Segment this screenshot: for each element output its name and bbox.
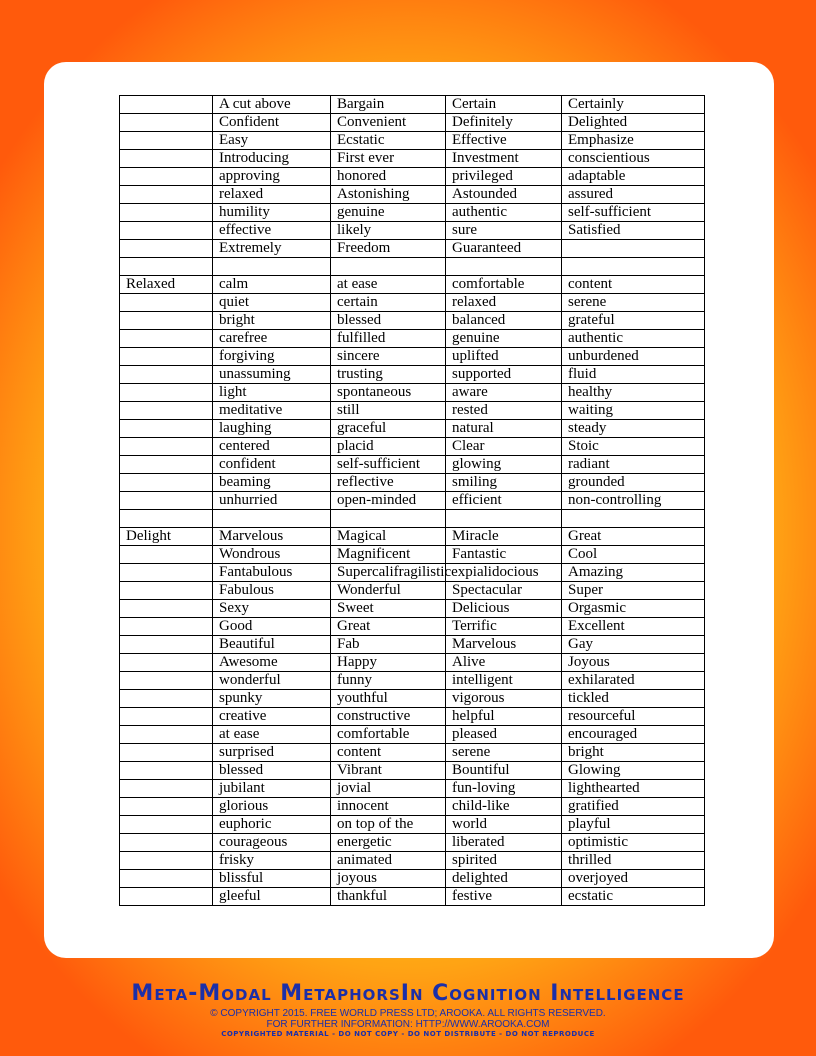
word-cell: blissful [213, 870, 331, 888]
word-cell: carefree [213, 330, 331, 348]
word-cell: Marvelous [213, 528, 331, 546]
word-cell: Gay [562, 636, 705, 654]
category-cell [120, 600, 213, 618]
table-row [120, 132, 705, 150]
word-cell: effective [213, 222, 331, 240]
word-cell: likely [331, 222, 446, 240]
word-cell: festive [446, 888, 562, 906]
word-cell: laughing [213, 420, 331, 438]
word-cell [331, 258, 446, 276]
word-cell: ecstatic [562, 888, 705, 906]
word-cell: centered [213, 438, 331, 456]
word-cell: exhilarated [562, 672, 705, 690]
word-cell: Magnificent [331, 546, 446, 564]
table-row [120, 636, 705, 654]
word-cell: Supercalifragilisticexpialidocious [331, 564, 446, 582]
word-cell: Good [213, 618, 331, 636]
word-cell: genuine [446, 330, 562, 348]
word-cell: tickled [562, 690, 705, 708]
word-cell [331, 510, 446, 528]
word-cell: liberated [446, 834, 562, 852]
category-cell: Relaxed [120, 276, 213, 294]
category-cell [120, 132, 213, 150]
category-cell [120, 780, 213, 798]
category-cell [120, 654, 213, 672]
word-cell [446, 258, 562, 276]
word-table [119, 95, 705, 906]
word-cell: Magical [331, 528, 446, 546]
word-cell: sincere [331, 348, 446, 366]
word-cell: Happy [331, 654, 446, 672]
word-cell: gratified [562, 798, 705, 816]
word-cell: optimistic [562, 834, 705, 852]
table-row [120, 258, 705, 276]
word-cell: vigorous [446, 690, 562, 708]
word-cell [446, 510, 562, 528]
table-row [120, 726, 705, 744]
category-cell [120, 456, 213, 474]
category-cell [120, 492, 213, 510]
word-cell: Definitely [446, 114, 562, 132]
word-cell: thankful [331, 888, 446, 906]
word-cell: certain [331, 294, 446, 312]
word-cell: Sexy [213, 600, 331, 618]
word-cell: constructive [331, 708, 446, 726]
word-cell: Orgasmic [562, 600, 705, 618]
word-cell: A cut above [213, 96, 331, 114]
word-cell: Fantabulous [213, 564, 331, 582]
table-row [120, 762, 705, 780]
word-cell: gleeful [213, 888, 331, 906]
word-cell: still [331, 402, 446, 420]
word-cell: Clear [446, 438, 562, 456]
word-cell [213, 258, 331, 276]
word-cell: Cool [562, 546, 705, 564]
table-row [120, 672, 705, 690]
word-cell [562, 240, 705, 258]
table-row [120, 492, 705, 510]
word-cell: serene [446, 744, 562, 762]
word-cell: intelligent [446, 672, 562, 690]
word-cell [562, 258, 705, 276]
word-cell: Astounded [446, 186, 562, 204]
word-cell: placid [331, 438, 446, 456]
word-cell: Certain [446, 96, 562, 114]
word-cell: Alive [446, 654, 562, 672]
table-row [120, 384, 705, 402]
word-cell: grateful [562, 312, 705, 330]
word-cell: forgiving [213, 348, 331, 366]
word-cell: Freedom [331, 240, 446, 258]
footer-info: FOR FURTHER INFORMATION: HTTP://WWW.AROOKA.COM [266, 1019, 550, 1030]
word-cell: Delighted [562, 114, 705, 132]
word-cell: comfortable [331, 726, 446, 744]
word-cell: fulfilled [331, 330, 446, 348]
word-cell: encouraged [562, 726, 705, 744]
word-cell: energetic [331, 834, 446, 852]
word-cell: Wondrous [213, 546, 331, 564]
word-cell: lighthearted [562, 780, 705, 798]
category-cell [120, 582, 213, 600]
table-row [120, 888, 705, 906]
category-cell [120, 258, 213, 276]
table-row [120, 780, 705, 798]
word-cell: quiet [213, 294, 331, 312]
word-cell: unassuming [213, 366, 331, 384]
table-row [120, 402, 705, 420]
table-row [120, 600, 705, 618]
word-cell: Spectacular [446, 582, 562, 600]
table-row [120, 834, 705, 852]
word-cell: helpful [446, 708, 562, 726]
table-row [120, 798, 705, 816]
word-cell: spunky [213, 690, 331, 708]
word-cell: overjoyed [562, 870, 705, 888]
word-cell: Delicious [446, 600, 562, 618]
category-cell [120, 150, 213, 168]
word-cell: open-minded [331, 492, 446, 510]
table-row [120, 294, 705, 312]
table-row [120, 546, 705, 564]
word-cell: Ecstatic [331, 132, 446, 150]
table-row [120, 510, 705, 528]
word-cell: bright [562, 744, 705, 762]
category-cell [120, 366, 213, 384]
word-cell: animated [331, 852, 446, 870]
category-cell [120, 888, 213, 906]
word-cell: approving [213, 168, 331, 186]
word-cell: efficient [446, 492, 562, 510]
word-cell: at ease [213, 726, 331, 744]
table-row [120, 438, 705, 456]
word-cell: content [331, 744, 446, 762]
category-cell [120, 744, 213, 762]
word-cell: calm [213, 276, 331, 294]
word-cell: delighted [446, 870, 562, 888]
word-cell: natural [446, 420, 562, 438]
word-cell: Introducing [213, 150, 331, 168]
word-cell: grounded [562, 474, 705, 492]
word-cell: Glowing [562, 762, 705, 780]
word-cell: assured [562, 186, 705, 204]
word-cell: Easy [213, 132, 331, 150]
word-cell: honored [331, 168, 446, 186]
table-row [120, 96, 705, 114]
word-cell: pleased [446, 726, 562, 744]
table-row [120, 852, 705, 870]
word-table-body [120, 96, 705, 906]
word-cell: spontaneous [331, 384, 446, 402]
table-row [120, 168, 705, 186]
word-cell: supported [446, 366, 562, 384]
word-cell: creative [213, 708, 331, 726]
word-cell: conscientious [562, 150, 705, 168]
category-cell [120, 204, 213, 222]
footer-title: Meta-Modal MetaphorsIn Cognition Intelligence [131, 981, 685, 1006]
word-cell: blessed [213, 762, 331, 780]
word-cell: serene [562, 294, 705, 312]
word-cell: Beautiful [213, 636, 331, 654]
table-row [120, 708, 705, 726]
word-cell: Confident [213, 114, 331, 132]
category-cell [120, 474, 213, 492]
word-cell: wonderful [213, 672, 331, 690]
word-cell: beaming [213, 474, 331, 492]
category-cell [120, 564, 213, 582]
word-cell: adaptable [562, 168, 705, 186]
table-row [120, 186, 705, 204]
word-cell: privileged [446, 168, 562, 186]
word-cell: jovial [331, 780, 446, 798]
word-cell: spirited [446, 852, 562, 870]
category-cell [120, 690, 213, 708]
word-cell: authentic [562, 330, 705, 348]
word-cell: Investment [446, 150, 562, 168]
category-cell [120, 186, 213, 204]
word-cell: joyous [331, 870, 446, 888]
word-cell: waiting [562, 402, 705, 420]
word-cell: frisky [213, 852, 331, 870]
word-cell: child-like [446, 798, 562, 816]
category-cell [120, 438, 213, 456]
table-row [120, 114, 705, 132]
word-cell: humility [213, 204, 331, 222]
word-cell: courageous [213, 834, 331, 852]
word-cell: Wonderful [331, 582, 446, 600]
word-cell: sure [446, 222, 562, 240]
word-cell: Amazing [562, 564, 705, 582]
content-card [44, 62, 774, 958]
word-cell: surprised [213, 744, 331, 762]
table-row [120, 348, 705, 366]
word-cell: Joyous [562, 654, 705, 672]
word-cell: Awesome [213, 654, 331, 672]
table-row [120, 222, 705, 240]
category-cell [120, 708, 213, 726]
word-cell: confident [213, 456, 331, 474]
category-cell [120, 348, 213, 366]
category-cell [120, 636, 213, 654]
table-row [120, 564, 705, 582]
word-cell: world [446, 816, 562, 834]
word-cell: Bountiful [446, 762, 562, 780]
word-cell: light [213, 384, 331, 402]
word-cell: First ever [331, 150, 446, 168]
table-row [120, 744, 705, 762]
word-cell: Certainly [562, 96, 705, 114]
word-cell: Stoic [562, 438, 705, 456]
category-cell [120, 420, 213, 438]
category-cell [120, 114, 213, 132]
word-cell: glowing [446, 456, 562, 474]
category-cell [120, 618, 213, 636]
word-cell: Astonishing [331, 186, 446, 204]
category-cell [120, 852, 213, 870]
category-cell [120, 402, 213, 420]
word-cell: Bargain [331, 96, 446, 114]
table-row [120, 312, 705, 330]
word-cell: euphoric [213, 816, 331, 834]
word-cell: innocent [331, 798, 446, 816]
category-cell [120, 330, 213, 348]
word-cell: healthy [562, 384, 705, 402]
word-cell: smiling [446, 474, 562, 492]
table-row [120, 582, 705, 600]
category-cell [120, 168, 213, 186]
word-cell: funny [331, 672, 446, 690]
word-cell: Satisfied [562, 222, 705, 240]
word-cell: blessed [331, 312, 446, 330]
word-cell: playful [562, 816, 705, 834]
table-row [120, 204, 705, 222]
category-cell [120, 870, 213, 888]
category-cell: Delight [120, 528, 213, 546]
word-cell: jubilant [213, 780, 331, 798]
table-row [120, 420, 705, 438]
word-cell: fluid [562, 366, 705, 384]
word-cell: radiant [562, 456, 705, 474]
word-cell: comfortable [446, 276, 562, 294]
word-cell: Sweet [331, 600, 446, 618]
table-row [120, 528, 705, 546]
table-row [120, 618, 705, 636]
category-cell [120, 222, 213, 240]
category-cell [120, 96, 213, 114]
word-cell: trusting [331, 366, 446, 384]
word-cell: Great [331, 618, 446, 636]
table-row [120, 276, 705, 294]
table-row [120, 330, 705, 348]
word-cell: Great [562, 528, 705, 546]
word-cell: self-sufficient [562, 204, 705, 222]
word-cell: Guaranteed [446, 240, 562, 258]
word-cell: non-controlling [562, 492, 705, 510]
word-cell [213, 510, 331, 528]
category-cell [120, 510, 213, 528]
word-cell: Miracle [446, 528, 562, 546]
category-cell [120, 384, 213, 402]
category-cell [120, 834, 213, 852]
table-row [120, 240, 705, 258]
category-cell [120, 816, 213, 834]
word-cell: Emphasize [562, 132, 705, 150]
word-cell: Terrific [446, 618, 562, 636]
word-cell: Fab [331, 636, 446, 654]
table-row [120, 816, 705, 834]
table-row [120, 654, 705, 672]
word-cell: content [562, 276, 705, 294]
word-cell: thrilled [562, 852, 705, 870]
table-row [120, 456, 705, 474]
word-cell: Vibrant [331, 762, 446, 780]
table-row [120, 366, 705, 384]
word-cell: Super [562, 582, 705, 600]
word-cell: balanced [446, 312, 562, 330]
word-cell: steady [562, 420, 705, 438]
word-cell: Convenient [331, 114, 446, 132]
word-cell: youthful [331, 690, 446, 708]
word-cell: Fabulous [213, 582, 331, 600]
table-row [120, 474, 705, 492]
category-cell [120, 798, 213, 816]
word-cell: genuine [331, 204, 446, 222]
word-cell: graceful [331, 420, 446, 438]
word-cell: unhurried [213, 492, 331, 510]
word-cell: authentic [446, 204, 562, 222]
category-cell [120, 726, 213, 744]
footer-notice: COPYRIGHTED MATERIAL - DO NOT COPY - DO NOT DISTRIBUTE - DO NOT REPRODUCE [221, 1030, 595, 1038]
word-cell: on top of the [331, 816, 446, 834]
table-row [120, 870, 705, 888]
word-cell: relaxed [446, 294, 562, 312]
category-cell [120, 294, 213, 312]
word-cell: Extremely [213, 240, 331, 258]
word-cell: Fantastic [446, 546, 562, 564]
footer-copyright: © COPYRIGHT 2015. FREE WORLD PRESS LTD; AROOKA. ALL RIGHTS RESERVED. [210, 1008, 606, 1019]
word-cell: resourceful [562, 708, 705, 726]
category-cell [120, 762, 213, 780]
word-cell: glorious [213, 798, 331, 816]
word-cell [562, 510, 705, 528]
word-cell: rested [446, 402, 562, 420]
word-cell: fun-loving [446, 780, 562, 798]
table-row [120, 690, 705, 708]
word-cell: Marvelous [446, 636, 562, 654]
word-cell: uplifted [446, 348, 562, 366]
category-cell [120, 240, 213, 258]
word-cell: relaxed [213, 186, 331, 204]
word-cell: aware [446, 384, 562, 402]
page-footer [0, 980, 816, 1039]
category-cell [120, 546, 213, 564]
word-cell: reflective [331, 474, 446, 492]
category-cell [120, 312, 213, 330]
word-cell: unburdened [562, 348, 705, 366]
word-cell: Excellent [562, 618, 705, 636]
word-cell: self-sufficient [331, 456, 446, 474]
word-cell: bright [213, 312, 331, 330]
word-cell: at ease [331, 276, 446, 294]
word-cell: meditative [213, 402, 331, 420]
word-cell: Effective [446, 132, 562, 150]
table-row [120, 150, 705, 168]
category-cell [120, 672, 213, 690]
